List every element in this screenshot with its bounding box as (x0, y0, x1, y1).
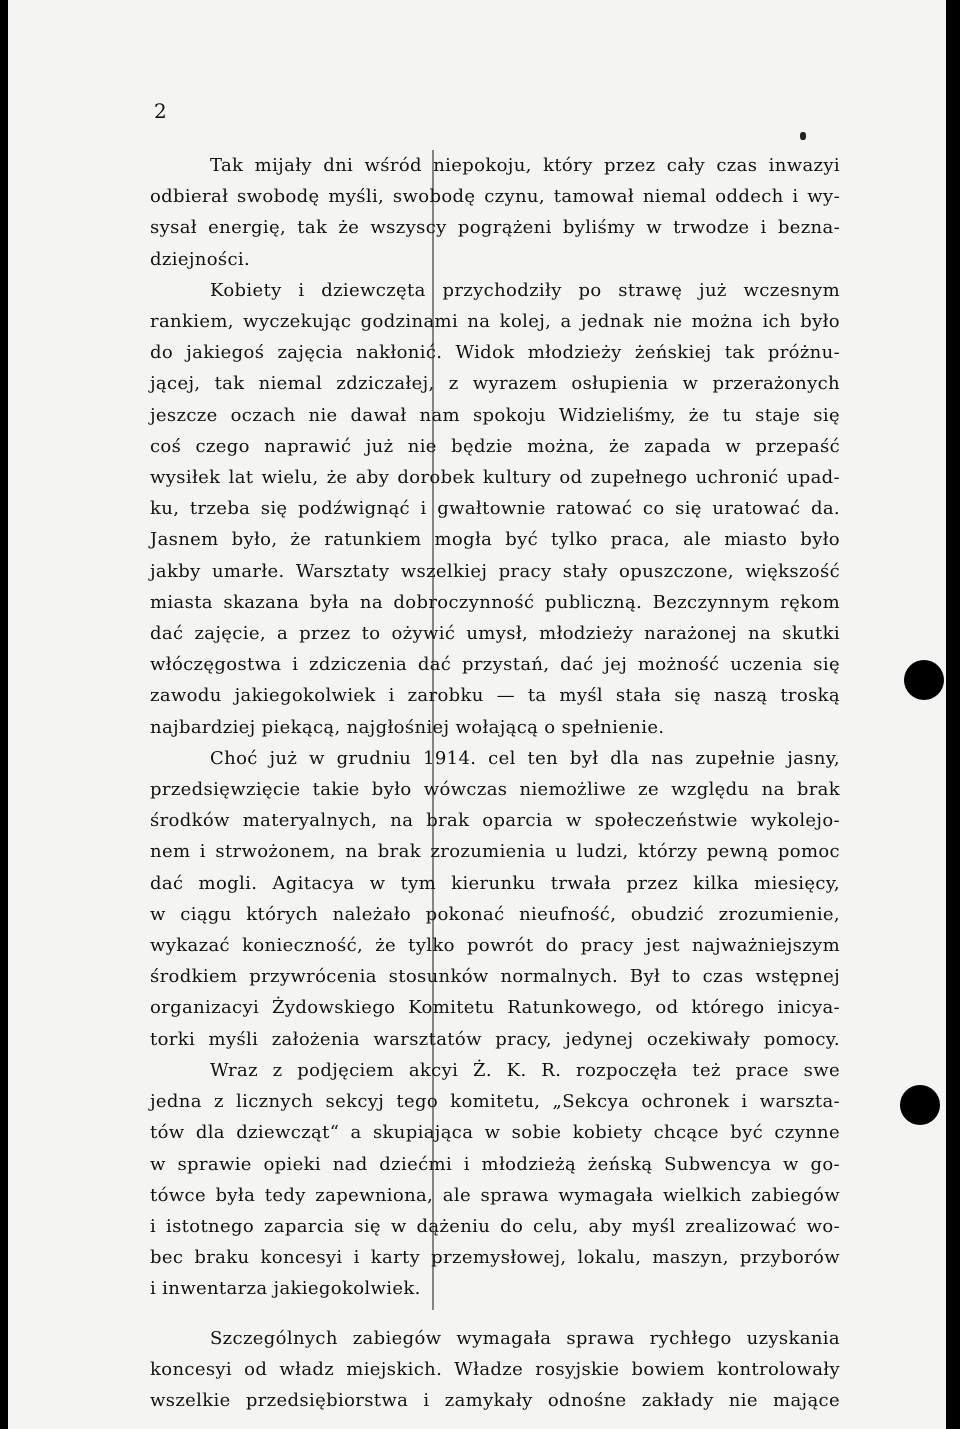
ink-speck (800, 132, 806, 140)
text-line: jącej, tak niemal zdziczałej, z wyrazem osłupienia w przerażonych (150, 373, 840, 395)
text-line: jeszcze oczach nie dawał nam spokoju Widzieliśmy, że tu staje się (150, 404, 840, 426)
scan-edge (946, 0, 960, 1429)
text-line: zawodu jakiegokolwiek i zarobku — ta myśl stała się naszą troską (150, 685, 840, 707)
document-page (8, 0, 948, 1429)
text-line: nem i strwożonem, na brak zrozumienia u ludzi, którzy pewną pomoc (150, 841, 840, 863)
text-line: wysiłek lat wielu, że aby dorobek kultury od zupełnego uchronić upad- (150, 467, 840, 489)
text-line: włóczęgostwa i zdziczenia dać przystań, dać jej możność uczenia się (150, 654, 840, 676)
text-line: Tak mijały dni wśród niepokoju, który przez cały czas inwazyi (210, 155, 840, 176)
text-line: wykazać konieczność, że tylko powrót do pracy jest najważniejszym (150, 935, 840, 957)
punch-hole (904, 660, 944, 700)
page-number: 2 (154, 99, 167, 123)
paragraph (150, 743, 840, 1055)
text-line: dziejności. (150, 248, 251, 270)
paragraph (150, 1323, 840, 1417)
text-line: w ciągu których należało pokonać nieufność, obudzić zrozumienie, (150, 903, 840, 925)
text-line: dać mogli. Agitacya w tym kierunku trwała przez kilka miesięcy, (150, 872, 840, 894)
text-line: do jakiegoś zajęcia nakłonić. Widok młodzieży żeńskiej tak próżnu- (150, 342, 840, 364)
text-line: rankiem, wyczekując godzinami na kolej, a jednak nie można ich było (150, 311, 840, 333)
text-line: bec braku koncesyi i karty przemysłowej, lokalu, maszyn, przyborów (150, 1247, 840, 1269)
punch-hole (900, 1085, 940, 1125)
text-line: dać zajęcie, a przez to ożywić umysł, młodzieży narażonej na skutki (150, 623, 840, 645)
text-line: w sprawie opieki nad dziećmi i młodzieżą żeńską Subwencya w go- (150, 1153, 840, 1175)
text-line: środkiem przywrócenia stosunków normalnych. Był to czas wstępnej (150, 966, 840, 988)
text-line: Wraz z podjęciem akcyi Ż. K. R. rozpoczęła też prace swe (210, 1059, 840, 1081)
text-line: jakby umarłe. Warsztaty wszelkiej pracy stały opuszczone, większość (150, 560, 840, 582)
paragraph (150, 1055, 840, 1305)
text-line: organizacyi Żydowskiego Komitetu Ratunkowego, od którego inicya- (150, 997, 840, 1019)
paragraph (150, 150, 840, 275)
text-line: odbierał swobodę myśli, swobodę czynu, tamował niemal oddech i wy- (150, 186, 840, 208)
text-line: Szczególnych zabiegów wymagała sprawa rychłego uzyskania (210, 1327, 840, 1349)
text-line: torki myśli założenia warsztatów pracy, jedynej oczekiwały pomocy. (150, 1028, 840, 1050)
text-line: miasta skazana była na dobroczynność publiczną. Bezczynnym rękom (150, 591, 840, 613)
text-line: jedna z licznych sekcyj tego komitetu, „Sekcya ochronek i warszta- (150, 1091, 840, 1113)
text-line: Jasnem było, że ratunkiem mogła być tylko praca, ale miasto było (150, 529, 840, 551)
body-text (150, 150, 840, 1416)
text-line: coś czego naprawić już nie będzie można, że zapada w przepaść (150, 435, 840, 457)
paragraph (150, 275, 840, 743)
text-line: ku, trzeba się podźwignąć i gwałtownie ratować co się uratować da. (150, 498, 840, 520)
text-line: najbardziej piekącą, najgłośniej wołającą o spełnienie. (150, 716, 665, 738)
text-line: Kobiety i dziewczęta przychodziły po strawę już wczesnym (210, 279, 840, 301)
text-line: środków materyalnych, na brak oparcia w społeczeństwie wykolejo- (150, 810, 840, 832)
text-line: koncesyi od władz miejskich. Władze rosyjskie bowiem kontrolowały (150, 1358, 840, 1380)
text-line: tów dla dziewcząt“ a skupiająca w sobie kobiety chcące być czynne (150, 1122, 840, 1144)
text-line: i istotnego zaparcia się w dążeniu do celu, aby myśl zrealizować wo- (150, 1215, 840, 1237)
text-line: tówce była tedy zapewniona, ale sprawa wymagała wielkich zabiegów (150, 1184, 840, 1206)
text-line: i inwentarza jakiegokolwiek. (150, 1278, 421, 1300)
text-line: sysał energię, tak że wszyscy pogrążeni byliśmy w trwodze i bezna- (150, 217, 840, 239)
text-line: Choć już w grudniu 1914. cel ten był dla nas zupełnie jasny, (210, 747, 840, 769)
text-line: przedsięwzięcie takie było wówczas niemożliwe ze względu na brak (150, 779, 840, 801)
text-line: wszelkie przedsiębiorstwa i zamykały odnośne zakłady nie mające (150, 1389, 840, 1411)
